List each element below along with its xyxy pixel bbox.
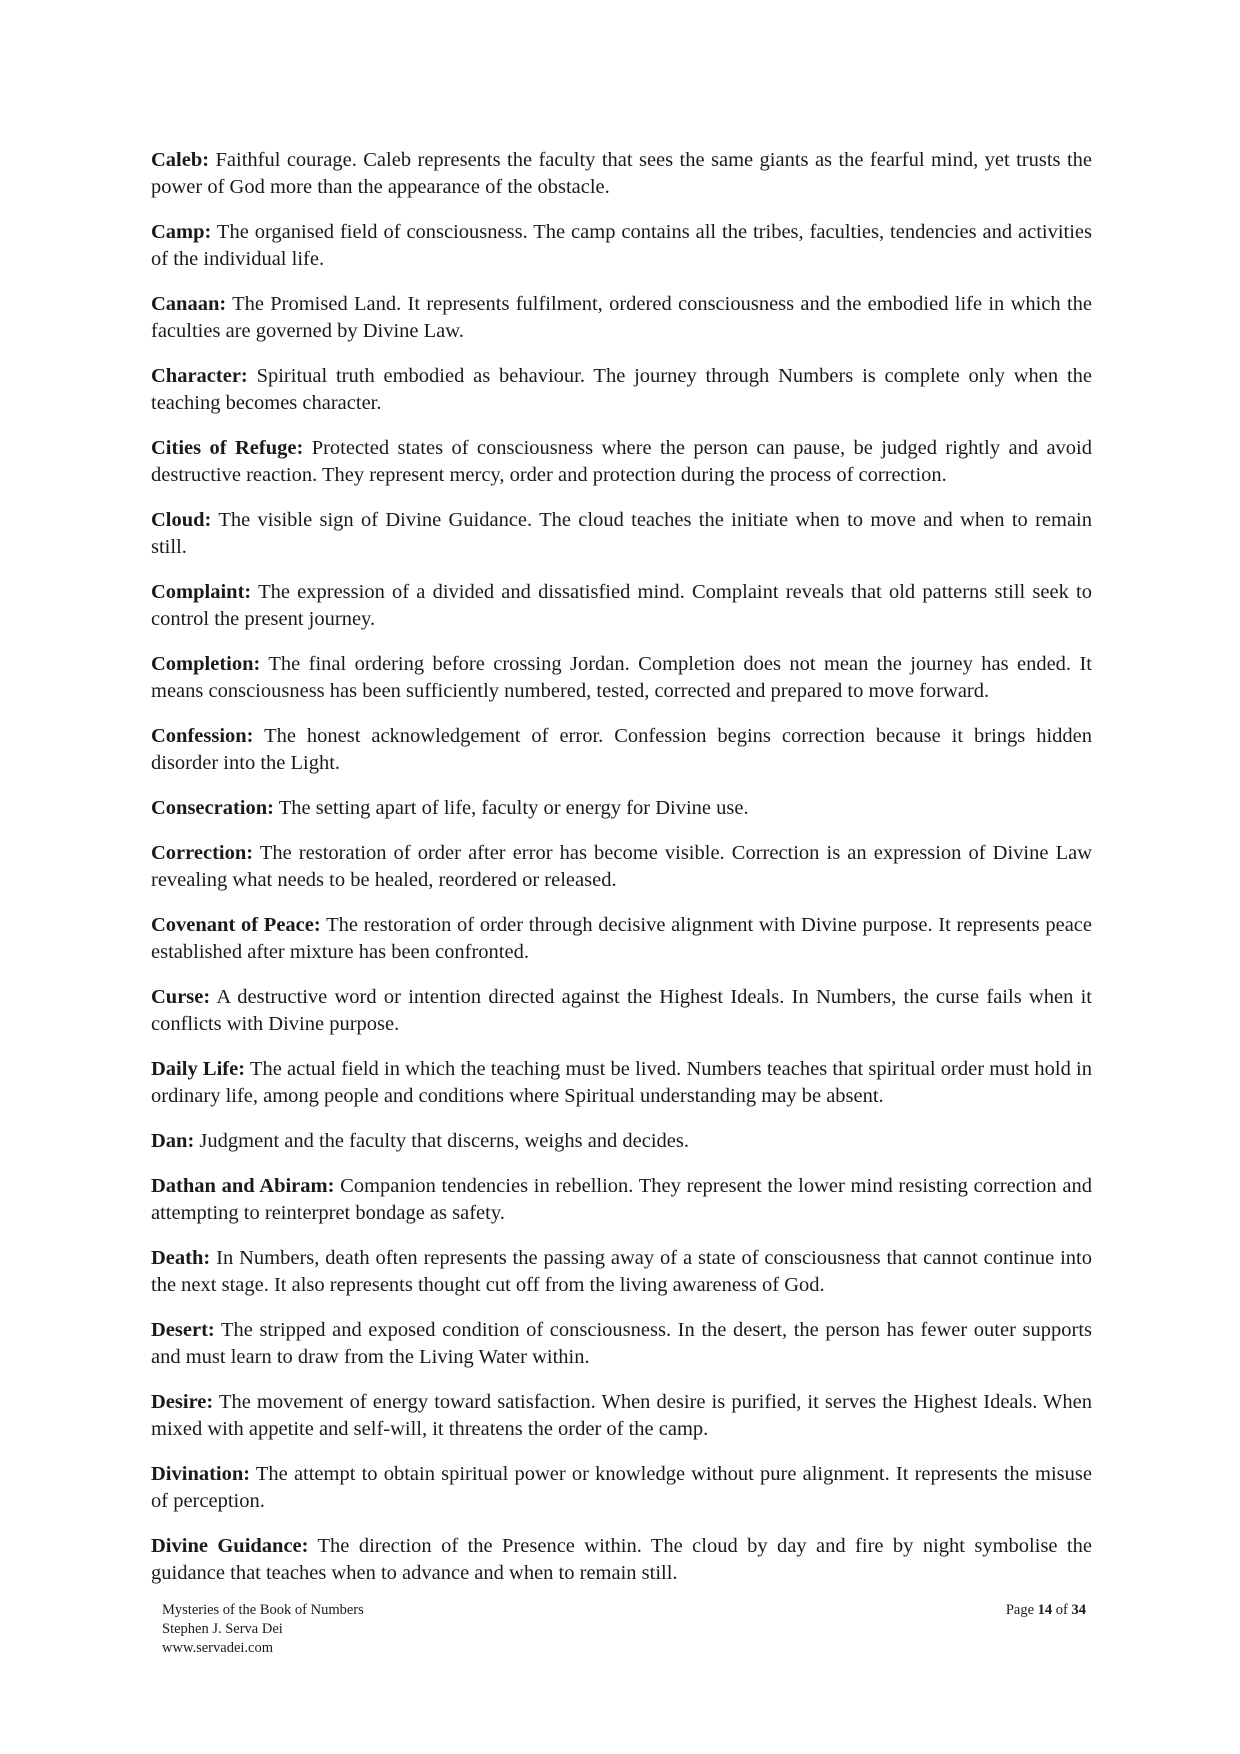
glossary-definition: Spiritual truth embodied as behaviour. The journey through Numbers is complete only when the teaching becomes character. [151,365,1092,414]
glossary-entry-correction [151,840,1092,894]
glossary-term: Caleb: [151,149,210,171]
glossary-term: Desert: [151,1319,215,1341]
glossary-definition: The attempt to obtain spiritual power or knowledge without pure alignment. It represents the misuse of perception. [151,1463,1092,1512]
glossary-entry-divine-guidance [151,1533,1092,1587]
glossary-definition: The final ordering before crossing Jordan. Completion does not mean the journey has ended. It means consciousness has been sufficiently numbered, tested, corrected and prepared to move forward. [151,653,1092,702]
glossary-term: Cities of Refuge: [151,437,304,459]
glossary-term: Divination: [151,1463,251,1485]
glossary-entry-caleb [151,147,1092,201]
glossary-definition: Faithful courage. Caleb represents the faculty that sees the same giants as the fearful mind, yet trusts the power of God more than the appearance of the obstacle. [151,149,1092,198]
glossary-entry-covenant-of-peace [151,912,1092,966]
footer-website: www.servadei.com [162,1640,273,1656]
page-number-indicator [1006,1601,1086,1620]
glossary-entry-desire [151,1389,1092,1443]
glossary-definition: The honest acknowledgement of error. Confession begins correction because it brings hidden disorder into the Light. [151,725,1092,774]
glossary-entry-dathan-and-abiram [151,1173,1092,1227]
footer-author: Stephen J. Serva Dei [162,1621,283,1637]
glossary-term: Camp: [151,221,212,243]
glossary-term: Divine Guidance: [151,1535,309,1557]
footer-book-title: Mysteries of the Book of Numbers [162,1602,364,1618]
glossary-definition: In Numbers, death often represents the passing away of a state of consciousness that cannot continue into the next stage. It also represents thought cut off from the living awareness of God. [151,1247,1093,1296]
page-of-label: of [1055,1602,1068,1618]
glossary-entry-death [151,1245,1092,1299]
glossary-term: Complaint: [151,581,252,603]
glossary-term: Cloud: [151,509,212,531]
glossary-entry-consecration [151,795,1092,822]
glossary-definition: The organised field of consciousness. The camp contains all the tribes, faculties, tendencies and activities of the individual life. [151,221,1092,270]
glossary-term: Dan: [151,1130,195,1152]
glossary-entry-desert [151,1317,1092,1371]
glossary-entry-divination [151,1461,1092,1515]
glossary-definition: The setting apart of life, faculty or energy for Divine use. [278,797,749,819]
glossary-term: Completion: [151,653,261,675]
glossary-definition: The expression of a divided and dissatisfied mind. Complaint reveals that old patterns still seek to control the present journey. [151,581,1092,630]
glossary-term: Covenant of Peace: [151,914,321,936]
glossary-term: Character: [151,365,248,387]
glossary-definition: The restoration of order after error has become visible. Correction is an expression of Divine Law revealing what needs to be healed, reordered or released. [151,842,1092,891]
glossary-content [151,147,1092,1605]
glossary-entry-curse [151,984,1092,1038]
glossary-definition: Judgment and the faculty that discerns, weighs and decides. [199,1130,690,1152]
glossary-entry-character [151,363,1092,417]
glossary-term: Desire: [151,1391,214,1413]
glossary-definition: Companion tendencies in rebellion. They represent the lower mind resisting correction and attempting to reinterpret bondage as safety. [151,1175,1092,1224]
page-label: Page [1005,1602,1035,1618]
glossary-definition: The Promised Land. It represents fulfilment, ordered consciousness and the embodied life in which the faculties are governed by Divine Law. [151,293,1092,342]
glossary-term: Consecration: [151,797,274,819]
glossary-term: Daily Life: [151,1058,246,1080]
glossary-definition: The movement of energy toward satisfaction. When desire is purified, it serves the Highest Ideals. When mixed with appetite and self-will, it threatens the order of the camp. [151,1391,1092,1440]
glossary-entry-cities-of-refuge [151,435,1092,489]
glossary-entry-daily-life [151,1056,1092,1110]
glossary-definition: The visible sign of Divine Guidance. The cloud teaches the initiate when to move and when to remain still. [151,509,1092,558]
glossary-term: Death: [151,1247,211,1269]
glossary-definition: Protected states of consciousness where the person can pause, be judged rightly and avoid destructive reaction. They represent mercy, order and protection during the process of correction. [151,437,1093,486]
glossary-entry-confession [151,723,1092,777]
footer-info [162,1601,364,1658]
glossary-entry-camp [151,219,1092,273]
glossary-term: Dathan and Abiram: [151,1175,335,1197]
glossary-entry-canaan [151,291,1092,345]
glossary-definition: The direction of the Presence within. The cloud by day and fire by night symbolise the guidance that teaches when to advance and when to remain still. [151,1535,1092,1584]
glossary-entry-completion [151,651,1092,705]
page-total: 34 [1071,1602,1086,1618]
glossary-entry-cloud [151,507,1092,561]
glossary-term: Correction: [151,842,254,864]
glossary-definition: The stripped and exposed condition of consciousness. In the desert, the person has fewer outer supports and must learn to draw from the Living Water within. [151,1319,1092,1368]
glossary-term: Canaan: [151,293,227,315]
glossary-entry-complaint [151,579,1092,633]
glossary-definition: The restoration of order through decisive alignment with Divine purpose. It represents peace established after mixture has been confronted. [151,914,1092,963]
glossary-term: Confession: [151,725,254,747]
glossary-entry-dan [151,1128,1092,1155]
glossary-term: Curse: [151,986,211,1008]
glossary-definition: A destructive word or intention directed against the Highest Ideals. In Numbers, the curse fails when it conflicts with Divine purpose. [151,986,1092,1035]
page-number: 14 [1037,1602,1053,1618]
glossary-definition: The actual field in which the teaching must be lived. Numbers teaches that spiritual order must hold in ordinary life, among people and conditions where Spiritual understanding may be absent. [151,1058,1092,1107]
